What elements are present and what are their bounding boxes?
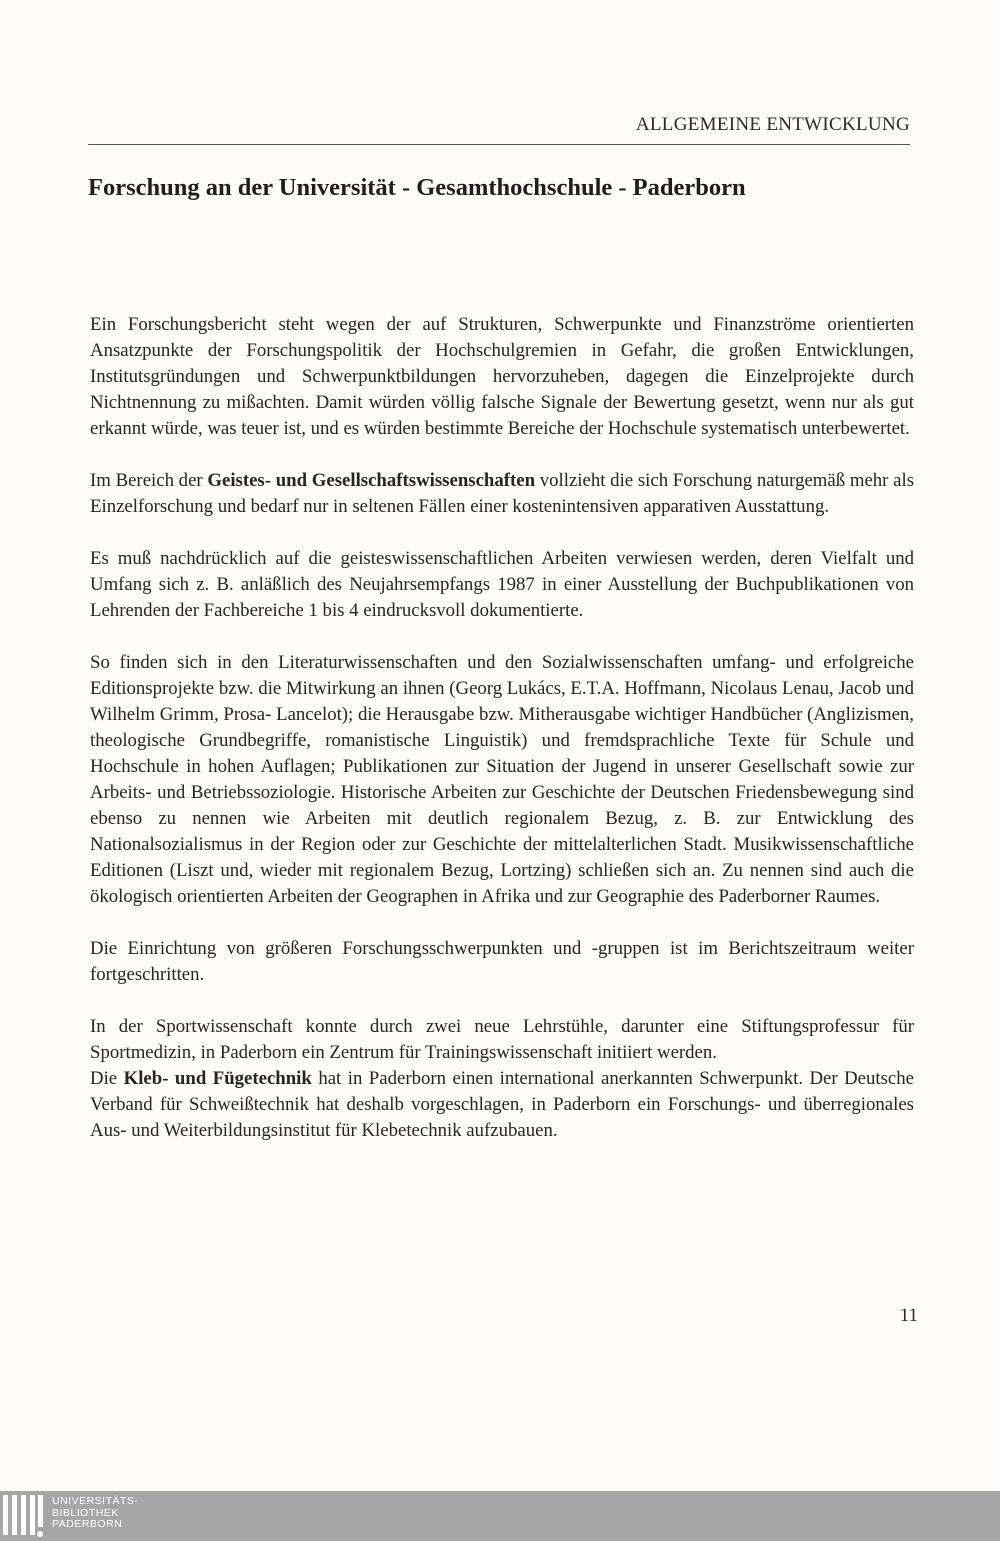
paragraph-literature-social-sciences: So finden sich in den Literaturwissenschaften und den Sozialwissenschaften umfang- und erfolgreiche Editionsprojekte bzw. die Mitwirkung an ihnen (Georg Lukács, E.T.A. Hoffmann, Nicolaus Lenau, Jacob und Wilhelm Grimm, Prosa- Lancelot); die Herausgabe bzw. Mitherausgabe wichtiger Handbücher (Anglizismen, theologische Grundbegriffe, romanistische Linguistik) und fremdsprachliche Texte für Schule und Hochschule in hohen Auflagen; Publikationen zur Situation der Jugend in unserer Gesellschaft sowie zur Arbeits- und Betriebssoziologie. Historische Arbeiten zur Geschichte der Deutschen Friedensbewegung sind ebenso zu nennen wie Arbeiten mit deutlich regionalem Bezug, z. B. zur Entwicklung des Nationalsozialismus in der Region oder zur Geschichte der mittelalterlichen Stadt. Musikwissenschaftliche Editionen (Liszt und, wieder mit regionalem Bezug, Lortzing) schließen sich an. Zu nennen sind auch die ökologisch orientierten Arbeiten der Geographen in Afrika und zur Geographie des Paderborner Raumes. <box>90 652 914 907</box>
paragraph-humanities-works: Es muß nachdrücklich auf die geisteswissenschaftlichen Arbeiten verwiesen werden, deren Vielfalt und Umfang sich z. B. anläßlich des Neujahrsempfangs 1987 in einer Ausstellung der Buchpublikationen von Lehrenden der Fachbereiche 1 bis 4 eindrucksvoll dokumentierte. <box>90 548 914 621</box>
adhesive-emphasis: Kleb- und Fügetechnik <box>123 1068 312 1089</box>
library-logo-dot-icon <box>37 1531 43 1537</box>
paragraph-adhesive-technology <box>90 1066 914 1144</box>
library-logo-line-3: PADERBORN <box>52 1518 123 1530</box>
paragraph-research-focus: Die Einrichtung von größeren Forschungsschwerpunkten und -gruppen ist im Berichtszeitraum weiter fortgeschritten. <box>90 938 914 985</box>
header-rule <box>88 144 910 145</box>
library-logo-bars-icon <box>0 1495 46 1535</box>
page-title: Forschung an der Universität - Gesamthochschule - Paderborn <box>88 174 746 201</box>
paragraph-research-report: Ein Forschungsbericht steht wegen der auf Strukturen, Schwerpunkte und Finanzströme orientierten Ansatzpunkte der Forschungspolitik der Hochschulgremien in Gefahr, die großen Entwicklungen, Institutsgründungen und Schwerpunktbildungen hervorzuheben, dagegen die Einzelprojekte durch Nichtnennung zu mißachten. Damit würden völlig falsche Signale der Bewertung gesetzt, wenn nur als gut erkannt würde, was teuer ist, und es würden bestimmte Bereiche der Hochschule systematisch unterbewertet. <box>90 314 914 439</box>
library-logo-line-2: BIBLIOTHEK <box>52 1506 119 1519</box>
paragraph-adhesive-intro: Die <box>90 1068 124 1089</box>
body-text <box>90 312 914 1144</box>
paragraph-sports-science: In der Sportwissenschaft konnte durch zwei neue Lehrstühle, darunter eine Stiftungsprofessur für Sportmedizin, in Paderborn ein Zentrum für Trainingswissenschaft initiiert werden. <box>90 1016 914 1063</box>
paragraph-adhesive-rest: hat in Paderborn einen international anerkannten Schwerpunkt. Der Deutsche Verband für Schweißtechnik hat deshalb vorgeschlagen, in Paderborn ein Forschungs- und überregionales Aus- und Weiterbildungsinstitut für Klebetechnik aufzubauen. <box>90 1068 914 1141</box>
page-number: 11 <box>899 1305 918 1326</box>
library-logo-line-1: UNIVERSITÄTS- <box>52 1495 139 1507</box>
library-logo-text <box>52 1496 138 1531</box>
humanities-emphasis: Geistes- und Gesellschaftswissenschaften <box>207 470 536 491</box>
paragraph-humanities-intro: Im Bereich der <box>90 470 208 491</box>
library-logo <box>0 1491 200 1541</box>
paragraph-humanities <box>90 468 914 520</box>
paragraph-humanities-rest: vollzieht die sich Forschung naturgemäß mehr als Einzelforschung und bedarf nur in seltenen Fällen einer kostenintensiven apparativen Ausstattung. <box>90 470 914 517</box>
library-footer <box>0 1491 1000 1541</box>
running-head: ALLGEMEINE ENTWICKLUNG <box>635 114 910 135</box>
